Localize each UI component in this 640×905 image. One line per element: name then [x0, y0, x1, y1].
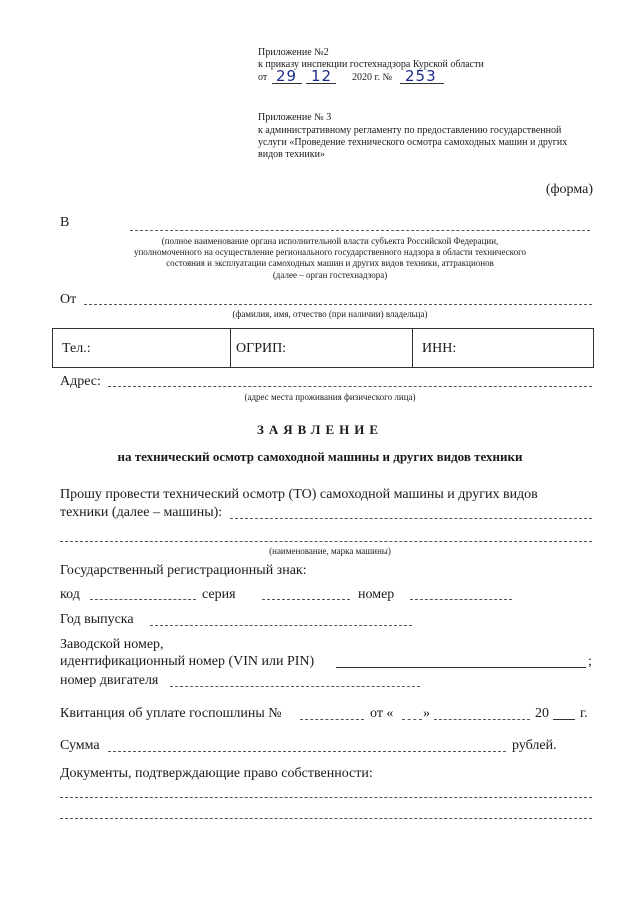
documents-label: Документы, подтверждающие право собственности:	[60, 766, 373, 781]
recipient-hint-3: состояния и эксплуатации самоходных машин и других видов техники, аттракционов	[166, 258, 494, 268]
number-label: номер	[358, 587, 395, 602]
receipt-year-prefix: 20	[535, 706, 549, 721]
documents-field-1[interactable]	[60, 797, 592, 798]
appendix-2-month: 12	[311, 67, 333, 85]
document-subtitle: на технический осмотр самоходной машины и других видов техники	[117, 449, 523, 464]
machine-field-1[interactable]	[230, 518, 592, 519]
recipient-prefix: В	[60, 215, 70, 230]
machine-hint: (наименование, марка машины)	[269, 546, 391, 556]
sum-field[interactable]	[108, 751, 506, 752]
code-label: код	[60, 587, 80, 602]
rubles-label: рублей.	[512, 738, 557, 753]
address-field[interactable]	[108, 386, 592, 387]
year-label: Год выпуска	[60, 612, 134, 627]
reg-sign-label: Государственный регистрационный знак:	[60, 563, 307, 578]
receipt-number-field[interactable]	[300, 719, 364, 720]
tel-label: Тел.:	[62, 341, 91, 356]
recipient-hint-2: уполномоченного на осуществление регионального государственного надзора в области технического	[133, 247, 527, 257]
sender-hint: (фамилия, имя, отчество (при наличии) владельца)	[232, 309, 428, 319]
appendix-3-line-1: к административному регламенту по предоставлению государственной	[258, 125, 562, 136]
ogrip-label: ОГРИП:	[236, 341, 287, 356]
year-field[interactable]	[150, 625, 412, 626]
appendix-3-title: Приложение № 3	[258, 112, 332, 123]
contacts-table	[52, 328, 594, 368]
receipt-g: г.	[580, 706, 588, 721]
receipt-label: Квитанция об уплате госпошлины №	[60, 706, 282, 721]
appendix-3-line-3: видов техники»	[258, 149, 325, 160]
engine-field[interactable]	[170, 686, 420, 687]
vin-field[interactable]	[336, 667, 586, 668]
form-label: (форма)	[545, 182, 593, 197]
document-title: ЗАЯВЛЕНИЕ	[256, 422, 384, 437]
number-field[interactable]	[410, 599, 512, 600]
vin-label: идентификационный номер (VIN или PIN)	[60, 654, 315, 669]
recipient-field[interactable]	[130, 230, 590, 231]
appendix-2-number: 253	[405, 67, 437, 85]
appendix-2-year: 2020 г. №	[352, 72, 393, 83]
engine-label: номер двигателя	[60, 673, 159, 688]
factory-number-label: Заводской номер,	[60, 637, 164, 652]
receipt-month-field[interactable]	[434, 719, 530, 720]
address-hint: (адрес места проживания физического лица)	[244, 392, 416, 402]
inn-label: ИНН:	[422, 341, 457, 356]
code-field[interactable]	[90, 599, 196, 600]
receipt-year-field[interactable]	[553, 719, 575, 720]
appendix-2-title: Приложение №2	[258, 47, 329, 58]
receipt-from: от «	[370, 706, 394, 721]
receipt-day-field[interactable]	[402, 719, 422, 720]
documents-field-2[interactable]	[60, 818, 592, 819]
sum-label: Сумма	[60, 738, 100, 753]
request-line-2: техники (далее – машины):	[60, 505, 223, 520]
appendix-2-order-line: к приказу инспекции гостехнадзора Курской области	[258, 59, 484, 70]
recipient-hint-1: (полное наименование органа исполнительной власти субъекта Российской Федерации,	[161, 236, 499, 246]
vin-end: ;	[588, 654, 592, 669]
machine-field-2[interactable]	[60, 541, 592, 542]
address-label: Адрес:	[60, 374, 101, 389]
request-line-1: Прошу провести технический осмотр (ТО) самоходной машины и других видов	[60, 487, 538, 502]
series-field[interactable]	[262, 599, 350, 600]
receipt-quote-close: »	[423, 706, 430, 721]
appendix-2-day: 29	[276, 67, 298, 85]
series-label: серия	[202, 587, 236, 602]
appendix-3-line-2: услуги «Проведение технического осмотра самоходных машин и других	[258, 137, 568, 148]
sender-field[interactable]	[84, 304, 592, 305]
appendix-2-from: от	[258, 72, 268, 83]
recipient-hint-4: (далее – орган гостехнадзора)	[272, 270, 388, 280]
sender-prefix: От	[60, 292, 77, 307]
